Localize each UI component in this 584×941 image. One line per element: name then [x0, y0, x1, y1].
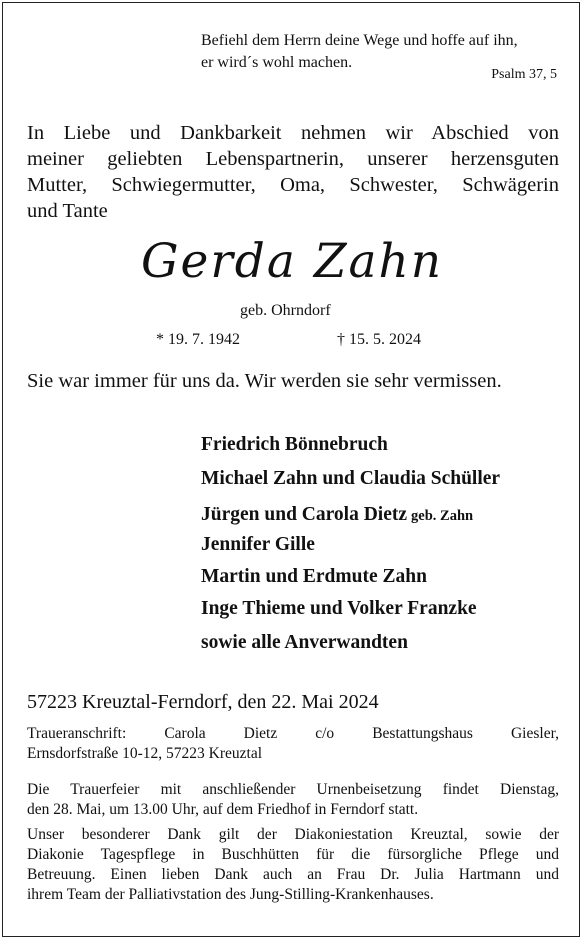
mourner-name: Inge Thieme und Volker Franzke [201, 598, 477, 619]
address-line-1: Traueranschrift: Carola Dietz c/o Bestattungshaus Giesler, [27, 725, 559, 742]
bible-verse-source: Psalm 37, 5 [491, 67, 557, 82]
intro-paragraph [27, 120, 559, 224]
intro-line-1: In Liebe und Dankbarkeit nehmen wir Abschied von [27, 122, 559, 144]
mourner-entry [201, 534, 315, 556]
mourner-name: Martin und Erdmute Zahn [201, 566, 427, 587]
mourner-name: Michael Zahn und Claudia Schüller [201, 468, 501, 489]
thanks-paragraph [27, 825, 559, 905]
thanks-line-2: Diakonie Tagespflege in Buschhütten für die fürsorgliche Pflege und [27, 846, 559, 863]
intro-line-4: und Tante [27, 200, 108, 222]
mourner-suffix: geb. Zahn [411, 508, 474, 524]
thanks-line-4: ihrem Team der Palliativstation des Jung-Stilling-Krankenhauses. [27, 886, 434, 903]
mourner-entry [201, 598, 477, 620]
mourning-address [27, 724, 559, 764]
birth-date: * 19. 7. 1942 [156, 331, 240, 348]
thanks-line-1: Unser besonderer Dank gilt der Diakoniestation Kreuztal, sowie der [27, 826, 559, 843]
mourner-name: Jennifer Gille [201, 534, 315, 555]
mourner-entry [201, 566, 427, 588]
death-date: † 15. 5. 2024 [337, 331, 421, 348]
place-and-date: 57223 Kreuztal-Ferndorf, den 22. Mai 2024 [27, 691, 379, 713]
bible-verse-line-1: Befiehl dem Herrn deine Wege und hoffe auf ihn, [201, 32, 518, 49]
mourner-name: Jürgen und Carola Dietz [201, 504, 408, 525]
mourner-entry [201, 434, 388, 456]
address-line-2: Ernsdorfstraße 10-12, 57223 Kreuztal [27, 745, 263, 762]
intro-line-3: Mutter, Schwiegermutter, Oma, Schwester, Schwägerin [27, 174, 559, 196]
bible-verse-line-2: er wird´s wohl machen. [201, 54, 353, 71]
mourner-name: Friedrich Bönnebruch [201, 434, 388, 455]
deceased-name: Gerda Zahn [140, 234, 444, 289]
mourner-entry [201, 504, 473, 526]
bible-verse [201, 30, 518, 74]
farewell-message: Sie war immer für uns da. Wir werden sie sehr vermissen. [27, 370, 502, 392]
thanks-line-3: Betreuung. Einen lieben Dank auch an Frau Dr. Julia Hartmann und [27, 866, 559, 883]
mourner-entry [201, 632, 408, 654]
intro-line-2: meiner geliebten Lebenspartnerin, unserer herzensguten [27, 148, 559, 170]
ceremony-line-1: Die Trauerfeier mit anschließender Urnenbeisetzung findet Dienstag, [27, 781, 559, 798]
ceremony-info [27, 780, 559, 820]
maiden-name: geb. Ohrndorf [240, 302, 331, 319]
ceremony-line-2: den 28. Mai, um 13.00 Uhr, auf dem Friedhof in Ferndorf statt. [27, 801, 419, 818]
mourner-entry [201, 468, 500, 490]
mourner-name: sowie alle Anverwandten [201, 632, 408, 653]
